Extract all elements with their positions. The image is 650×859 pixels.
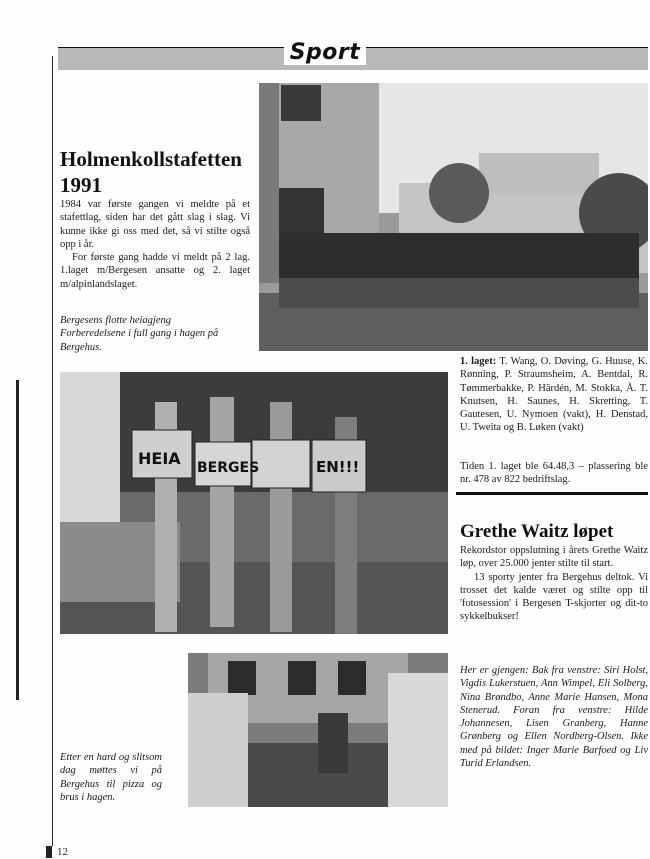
team-names: T. Wang, O. Døving, G. Huuse, K. Rønning, P. Straumsheim, A. Bentdal, R. Tømmerbakke, P. Härdén, M. Stokka, Å. T. Knutsen, H. Saunes, H. Skretting, T. Gautesen, U. Nymoen (vakt), H. Denstad, U. Tweita og B. Løken (vakt) <box>460 356 648 434</box>
waitz-body <box>460 544 648 624</box>
page-number: 12 <box>57 846 68 858</box>
team-photo <box>259 83 648 351</box>
waitz-para1: Rekordstor oppslutning i årets Grethe Waitz løp, over 25.000 jenter stilte til start. <box>460 545 648 570</box>
sign-berges: BERGES <box>197 460 260 476</box>
cheer-photo <box>60 372 448 634</box>
article-title-waitz: Grethe Waitz løpet <box>460 521 614 542</box>
holmenkoll-body <box>60 198 250 291</box>
waitz-rule <box>456 492 648 495</box>
pizza-photo <box>188 653 448 807</box>
team-label: 1. laget: <box>460 356 497 367</box>
heiagjeng-caption: Bergesens flotte heiagjeng Forberedelsene i full gang i hagen på Bergehus. <box>60 315 219 353</box>
page-marker <box>46 846 52 858</box>
pizza-caption: Etter en hard og slitsom dag møttes vi på Bergehus til pizza og brus i hagen. <box>60 752 162 803</box>
holmenkoll-para1: 1984 var første gangen vi meldte på et stafettlag, siden har det gått slag i slag. Vi kunne ikke gi oss med det, så vi stilte også opp i år. <box>60 199 250 250</box>
column-rule <box>52 56 53 846</box>
sign-en: EN!!! <box>316 458 360 476</box>
section-title: Sport <box>0 40 650 65</box>
holmenkoll-para2: For første gang hadde vi meldt på 2 lag. 1.laget m/Bergesen ansatte og 2. laget m/alpinlandslaget. <box>60 252 250 290</box>
waitz-gang-caption: Her er gjengen: Bak fra venstre: Siri Holst, Vigdis Lukerstuen, Ann Wimpel, Eli Solberg, Nina Brøndbo, Anne Marie Hansen, Mona Stenerud. Foran fra venstre: Hilde Johannesen, Lisen Granberg, Hanne Grønberg og Ellen Nordberg-Olsen. Ikke med på bildet: Inger Marie Barfoed og Liv Turid Erlandsen. <box>460 665 648 770</box>
result-text: Tiden 1. laget ble 64.48,3 – plassering ble nr. 478 av 822 bedriftslag. <box>460 461 648 486</box>
sign-heia: HEIA <box>138 449 181 468</box>
article-title-holmenkoll: Holmenkollstafetten 1991 <box>60 147 242 197</box>
team-list <box>460 355 648 435</box>
waitz-para2: 13 sporty jenter fra Bergehus deltok. Vi trosset det kalde været og stilte opp til 'fotosession' i Bergesen T-skjorter og dit-to sykkelbukser! <box>460 571 648 623</box>
margin-mark <box>16 380 19 700</box>
